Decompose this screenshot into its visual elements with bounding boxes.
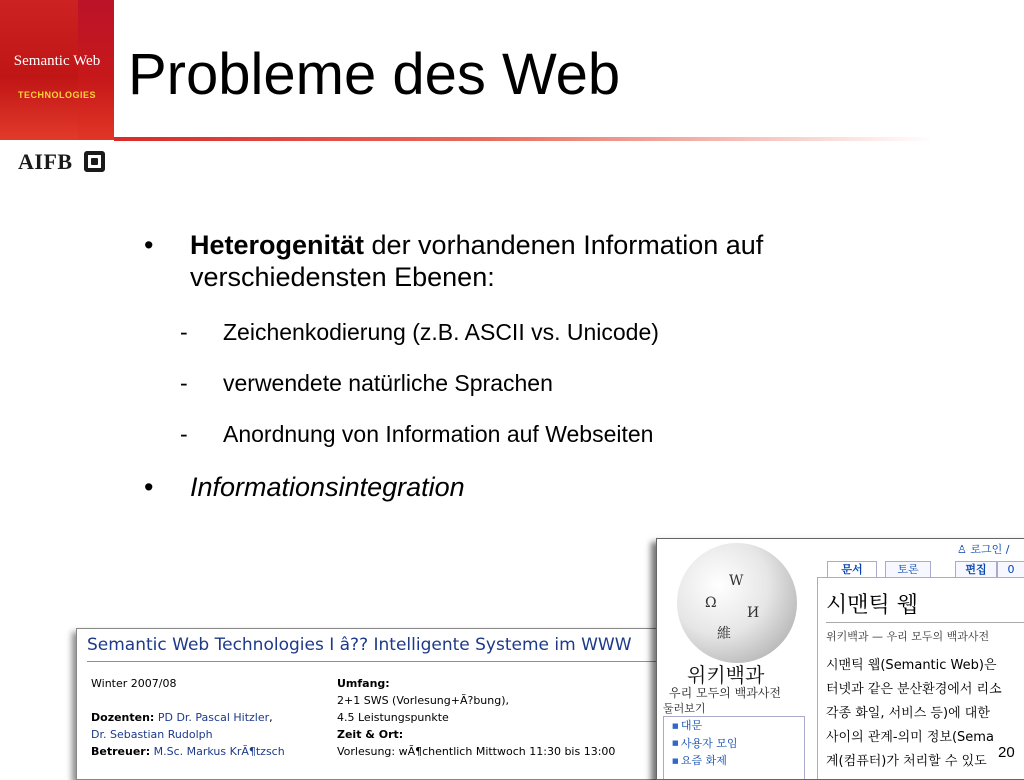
wiki-body-line: 계(컴퓨터)가 처리할 수 있도 bbox=[826, 754, 987, 769]
wiki-login-link[interactable]: ♙ 로그인 / bbox=[957, 543, 1010, 556]
brand-title: Semantic Web bbox=[13, 53, 101, 69]
web-zeit-label: Zeit & Ort: bbox=[337, 728, 404, 741]
header-divider bbox=[114, 137, 934, 141]
bullet-informationsintegration bbox=[144, 471, 644, 507]
web-title-rule bbox=[87, 661, 667, 662]
wiki-tab-history[interactable]: 0 bbox=[997, 561, 1024, 578]
wikipedia-screenshot bbox=[656, 538, 1024, 780]
web-betreuer: Betreuer: M.Sc. Markus KrÃ¶tzsch bbox=[91, 745, 285, 758]
wikipedia-globe-icon: W Ω И 維 bbox=[677, 543, 797, 663]
wiki-body-line: 시맨틱 웹(Semantic Web)은 bbox=[826, 658, 997, 673]
web-umfang-1: 2+1 SWS (Vorlesung+Ã?bung), bbox=[337, 694, 510, 707]
bullet-line2: verschiedensten Ebenen: bbox=[190, 262, 495, 292]
wiki-article-body bbox=[826, 654, 1002, 774]
web-link-rudolph[interactable]: Dr. Sebastian Rudolph bbox=[91, 728, 213, 741]
web-zeit: Vorlesung: wÃ¶chentlich Mittwoch 11:30 bis 13:00 bbox=[337, 745, 616, 758]
bullet-dot: • bbox=[144, 230, 154, 260]
brand-stripe bbox=[78, 0, 114, 140]
wiki-browse-label: 둘러보기 bbox=[663, 702, 706, 715]
web-umfang-label: Umfang: bbox=[337, 677, 390, 690]
bullet-heterogenitaet bbox=[144, 229, 944, 299]
web-right-column bbox=[337, 675, 615, 760]
bullet-italic: Informationsintegration bbox=[190, 472, 465, 502]
wiki-nav-item[interactable]: ■ 사용자 모임 bbox=[664, 735, 804, 753]
wiki-site-name: 위키백과 bbox=[687, 663, 765, 687]
wiki-article-heading: 시맨틱 웹 bbox=[826, 593, 919, 618]
page-number: 20 bbox=[998, 744, 1015, 761]
wiki-nav-item[interactable]: ■ 요즘 화제 bbox=[664, 752, 804, 770]
aifb-logo-icon bbox=[84, 151, 105, 172]
brand-subtitle: TECHNOLOGIES bbox=[17, 90, 96, 100]
slide-title: Probleme des Web bbox=[128, 42, 621, 107]
user-icon: ♙ bbox=[957, 543, 967, 556]
wiki-tab-talk[interactable]: 토론 bbox=[885, 561, 931, 578]
wiki-body-line: 터넷과 같은 분산환경에서 리소 bbox=[826, 682, 1002, 697]
bullet-dot: • bbox=[144, 472, 154, 502]
web-semester: Winter 2007/08 bbox=[91, 677, 177, 690]
wiki-tab-document[interactable]: 문서 bbox=[827, 561, 877, 578]
web-left-column bbox=[91, 675, 285, 760]
bullet-bold: Heterogenität bbox=[190, 230, 365, 260]
sub-bullet-text: verwendete natürliche Sprachen bbox=[223, 370, 553, 396]
bullet-text bbox=[190, 229, 930, 293]
web-page-title: Semantic Web Technologies I â?? Intelligente Systeme im WWW bbox=[87, 635, 632, 655]
wiki-content-area bbox=[817, 577, 1024, 780]
wiki-nav-item[interactable]: ■ 대문 bbox=[664, 717, 804, 735]
wiki-tab-edit[interactable]: 편집 bbox=[955, 561, 997, 578]
web-umfang-2: 4.5 Leistungspunkte bbox=[337, 711, 449, 724]
bullet-rest: der vorhandenen Information auf bbox=[364, 230, 764, 260]
wiki-body-line: 각종 화일, 서비스 등)에 대한 bbox=[826, 706, 990, 721]
wiki-article-subheading: 위키백과 — 우리 모두의 백과사전 bbox=[826, 630, 990, 643]
wiki-body-line: 사이의 관계-의미 정보(Sema bbox=[826, 730, 994, 745]
sub-bullet-text: Zeichenkodierung (z.B. ASCII vs. Unicode) bbox=[223, 319, 659, 345]
wiki-slogan: 우리 모두의 백과사전 bbox=[669, 686, 781, 700]
aifb-logo-text: AIFB bbox=[18, 149, 73, 174]
web-link-hitzler[interactable]: PD Dr. Pascal Hitzler bbox=[157, 711, 270, 724]
wiki-heading-rule bbox=[826, 622, 1024, 623]
sub-bullet-text: Anordnung von Information auf Webseiten bbox=[223, 421, 654, 447]
website-screenshot bbox=[76, 628, 678, 780]
web-dozenten: Dozenten: PD Dr. Pascal Hitzler, bbox=[91, 711, 273, 724]
web-link-kroetzsch[interactable]: M.Sc. Markus KrÃ¶tzsch bbox=[153, 745, 285, 758]
wiki-nav-box bbox=[663, 716, 805, 780]
